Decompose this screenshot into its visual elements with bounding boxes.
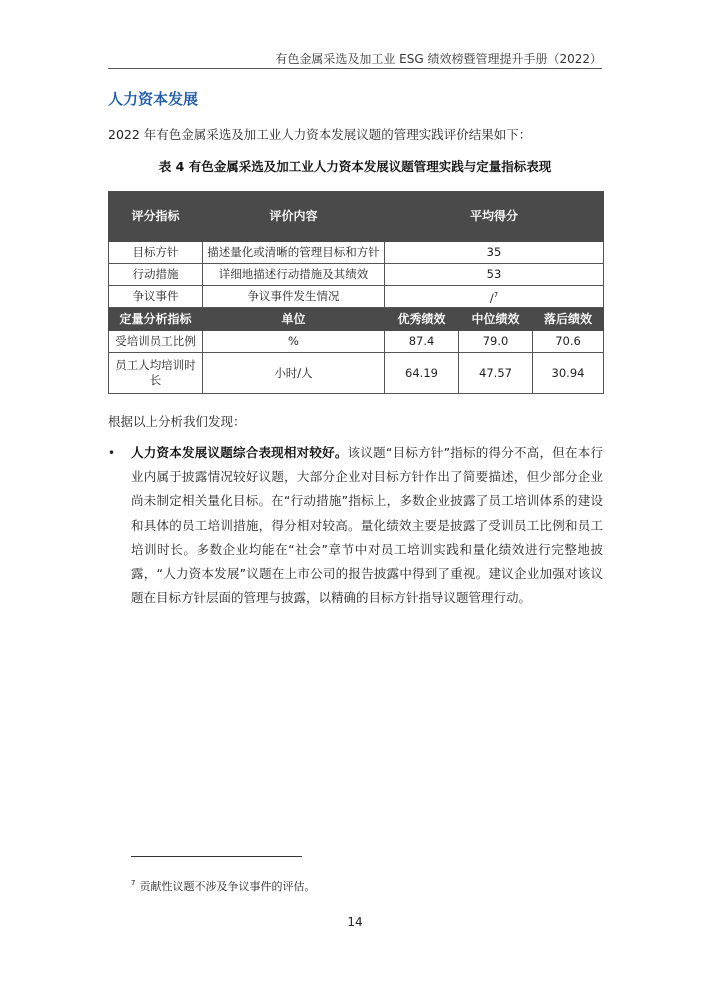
bullet-bold-lead: 人力资本发展议题综合表现相对较好。	[131, 445, 348, 460]
row-indicator: 目标方针	[109, 242, 203, 264]
findings-lead: 根据以上分析我们发现：	[108, 414, 246, 429]
row-unit: %	[203, 331, 385, 353]
quant-header-row	[109, 308, 604, 331]
row-content: 争议事件发生情况	[203, 286, 385, 308]
practice-header-row	[109, 192, 604, 242]
section-title: 人力资本发展	[108, 90, 199, 108]
running-header: 有色金属采选及加工业 ESG 绩效榜暨管理提升手册（2022）	[275, 52, 602, 66]
row-median: 47.57	[459, 353, 533, 394]
footnote-divider	[131, 856, 302, 857]
table-row	[109, 353, 604, 394]
row-score: 35	[385, 242, 604, 264]
footnote-text: 贡献性议题不涉及争议事件的评估。	[139, 880, 316, 893]
header-excellent: 优秀绩效	[385, 308, 459, 331]
row-unit: 小时/人	[203, 353, 385, 394]
row-indicator: 行动措施	[109, 264, 203, 286]
row-score-cell	[385, 286, 604, 308]
findings-bullet	[131, 441, 603, 610]
header-evaluation-content: 评价内容	[203, 192, 385, 242]
header-unit: 单位	[203, 308, 385, 331]
header-scoring-indicator: 评分指标	[109, 192, 203, 242]
row-score: /	[489, 290, 494, 305]
row-lagging: 70.6	[533, 331, 604, 353]
table-row	[109, 242, 604, 264]
header-average-score: 平均得分	[385, 192, 604, 242]
table-row	[109, 264, 604, 286]
row-indicator: 受培训员工比例	[109, 331, 203, 353]
row-content: 描述量化或清晰的管理目标和方针	[203, 242, 385, 264]
header-median: 中位绩效	[459, 308, 533, 331]
header-quant-indicator: 定量分析指标	[109, 308, 203, 331]
row-excellent: 64.19	[385, 353, 459, 394]
performance-table	[108, 191, 604, 394]
row-indicator: 员工人均培训时长	[109, 353, 203, 394]
row-score: 53	[385, 264, 604, 286]
row-excellent: 87.4	[385, 331, 459, 353]
table-row	[109, 286, 604, 308]
footnote-reference: 7	[493, 290, 499, 299]
table-caption: 表 4 有色金属采选及加工业人力资本发展议题管理实践与定量指标表现	[158, 159, 552, 174]
row-median: 79.0	[459, 331, 533, 353]
page-number: 14	[347, 915, 363, 929]
row-lagging: 30.94	[533, 353, 604, 394]
row-indicator: 争议事件	[109, 286, 203, 308]
header-divider	[108, 68, 602, 69]
intro-paragraph: 2022 年有色金属采选及加工业人力资本发展议题的管理实践评价结果如下：	[108, 127, 532, 142]
footnote	[131, 878, 315, 894]
bullet-body: 该议题“目标方针”指标的得分不高，但在本行业内属于披露情况较好议题，大部分企业对目标方针作出了简要描述，但少部分企业尚未制定相关量化目标。在“行动措施”指标上，多数企业披露了员工培训体系的建设和具体的员工培训措施，得分相对较高。量化绩效主要是披露了受训员工比例和员工培训时长。多数企业均能在“社会”章节中对员工培训实践和量化绩效进行完整地披露，“人力资本发展”议题在上市公司的报告披露中得到了重视。建议企业加强对该议题在目标方针层面的管理与披露，以精确的目标方针指导议题管理行动。	[131, 445, 603, 606]
header-lagging: 落后绩效	[533, 308, 604, 331]
bullet-icon: •	[108, 446, 116, 460]
row-content: 详细地描述行动措施及其绩效	[203, 264, 385, 286]
table-row	[109, 331, 604, 353]
footnote-mark: 7	[131, 879, 136, 888]
